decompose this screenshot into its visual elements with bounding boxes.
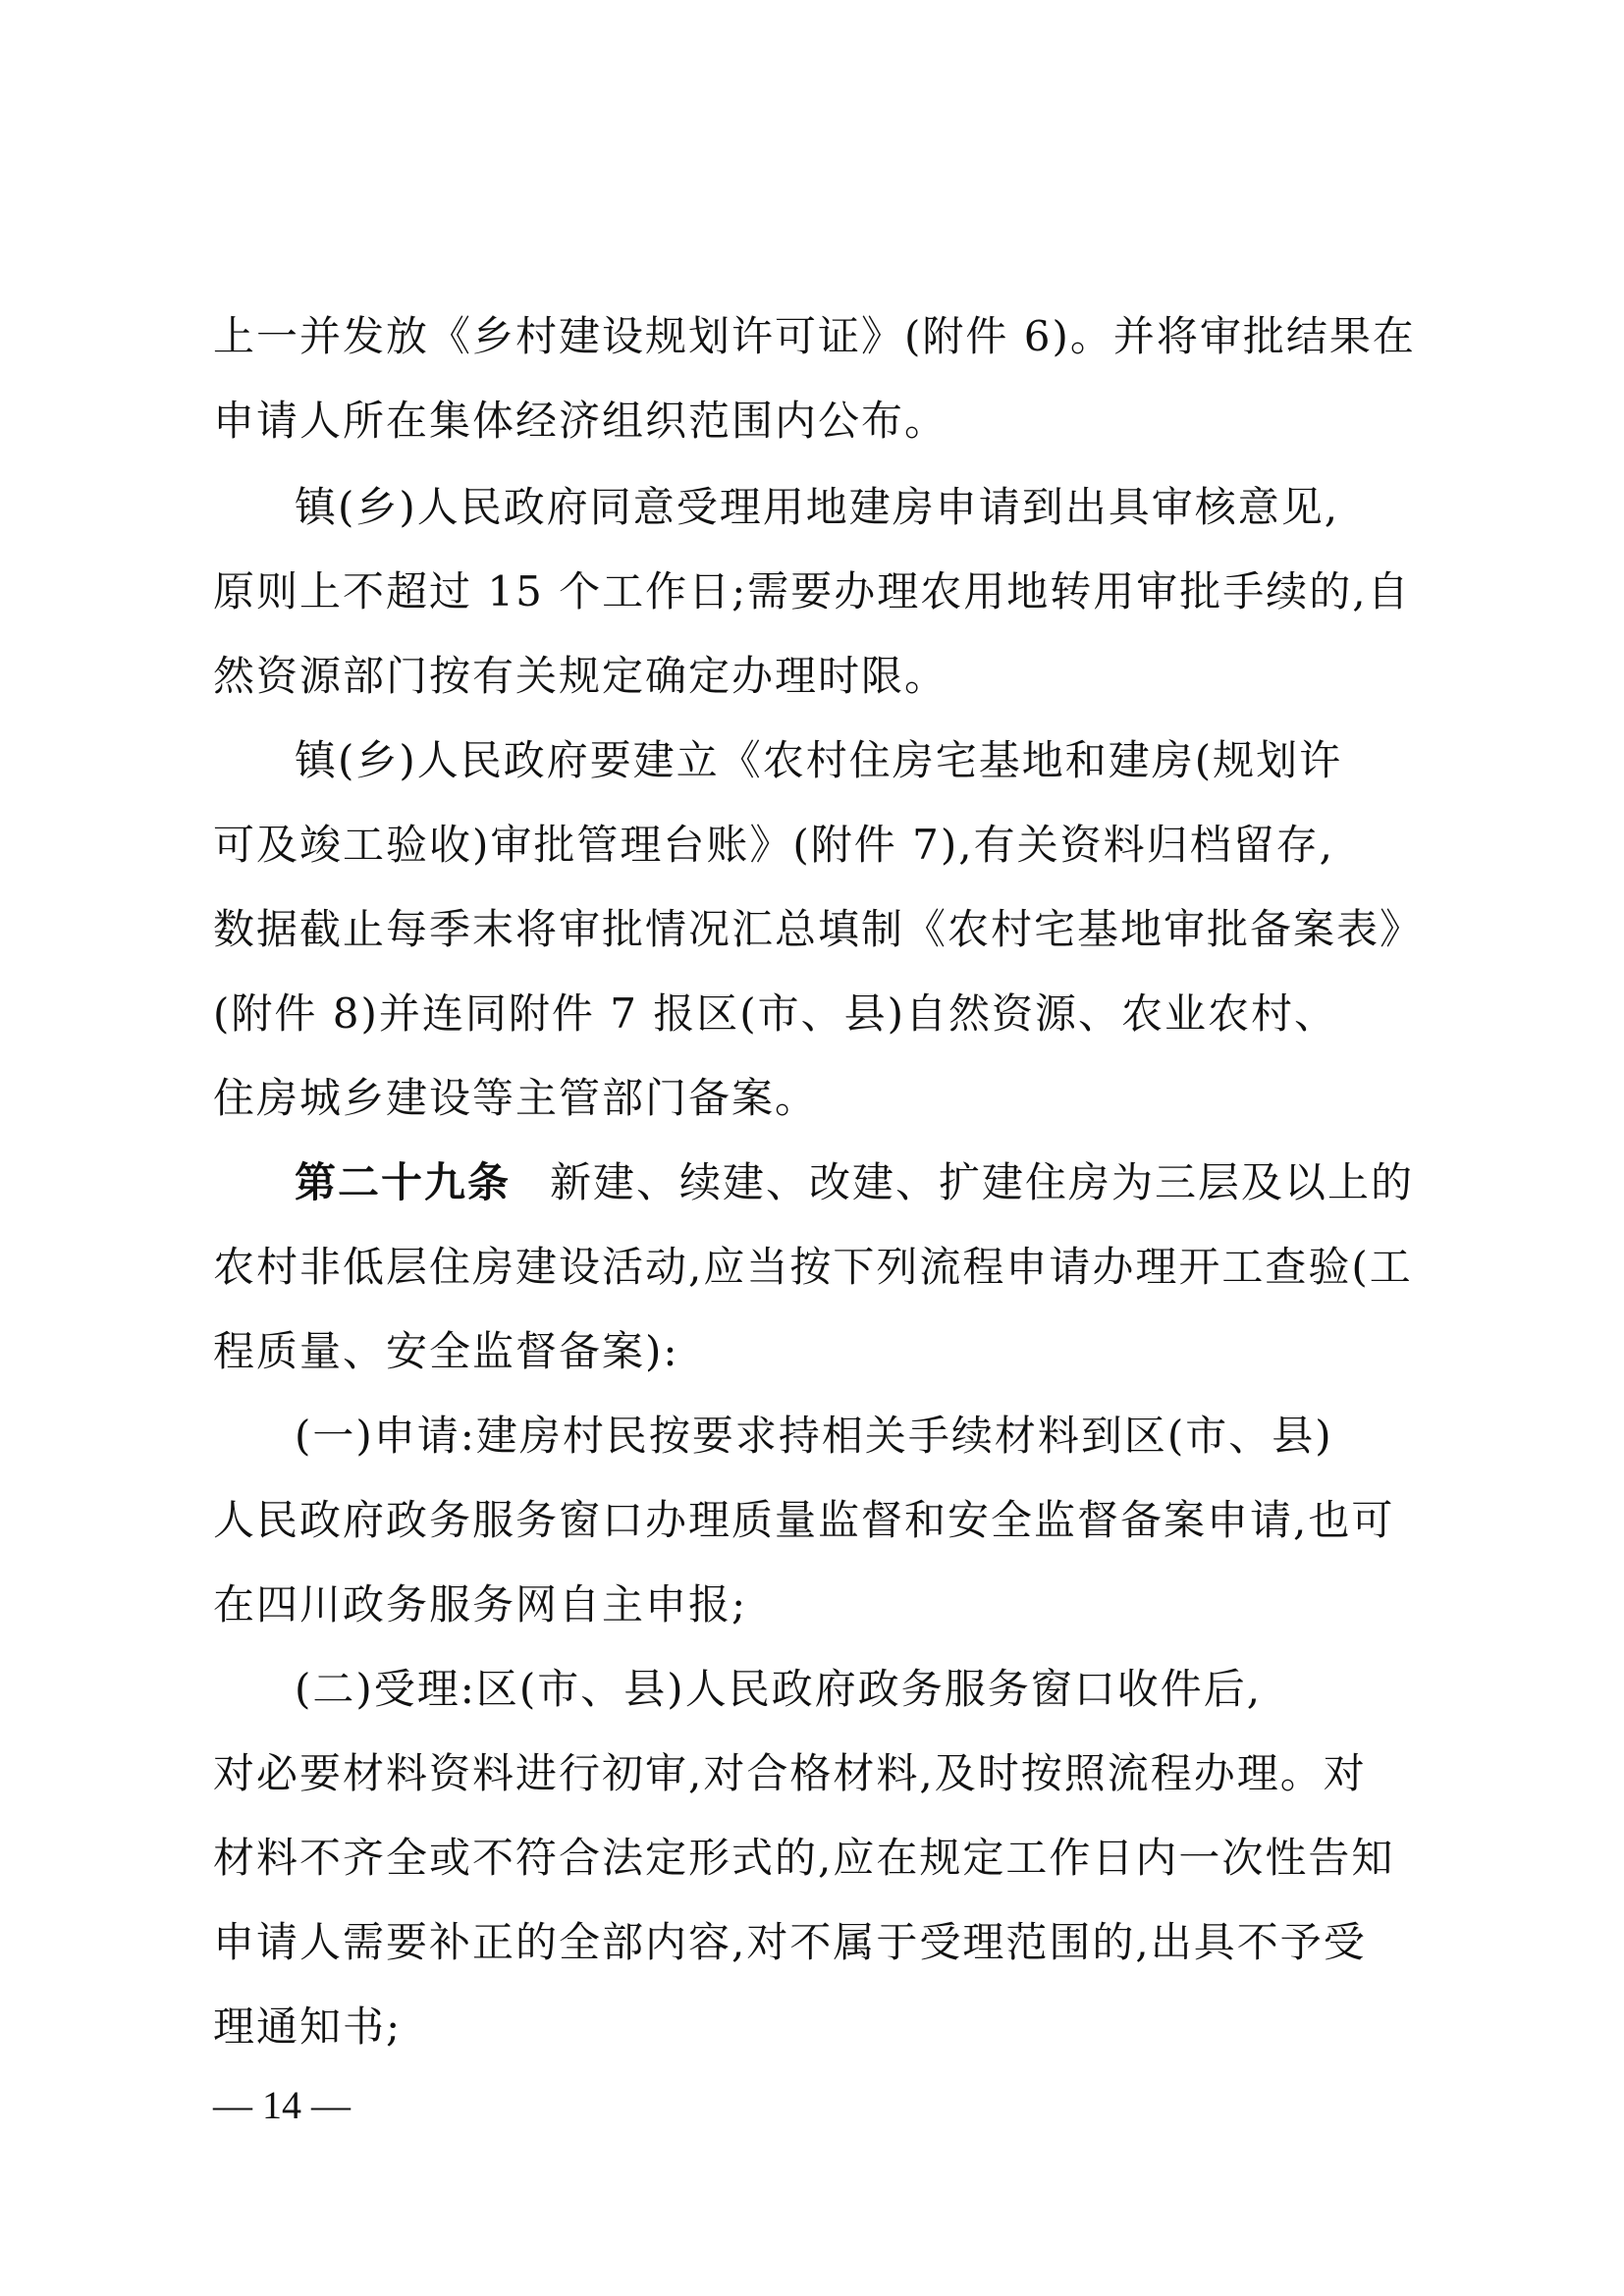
article-first-line [295, 1158, 1414, 1207]
text-line: 理通知书; [213, 2002, 403, 2051]
text-line: 人民政府政务服务窗口办理质量监督和安全监督备案申请,也可 [213, 1496, 1395, 1544]
text-line: 对必要材料资料进行初审,对合格材料,及时按照流程办理。对 [213, 1749, 1367, 1797]
text-line: 然资源部门按有关规定确定办理时限。 [213, 652, 948, 700]
text-line: 数据截止每季末将审批情况汇总填制《农村宅基地审批备案表》 [213, 905, 1424, 953]
paragraph-first-line: 镇(乡)人民政府要建立《农村住房宅基地和建房(规划许 [295, 736, 1343, 784]
text-line: 原则上不超过 15 个工作日;需要办理农用地转用审批手续的,自 [213, 567, 1411, 615]
text-line: 上一并发放《乡村建设规划许可证》(附件 6)。并将审批结果在 [213, 312, 1416, 360]
text-line: 在四川政务服务网自主申报; [213, 1580, 748, 1629]
text-line: 申请人需要补正的全部内容,对不属于受理范围的,出具不予受 [213, 1918, 1367, 1966]
list-item-first-line: (一)申请:建房村民按要求持相关手续材料到区(市、县) [295, 1412, 1333, 1460]
text-line: 农村非低层住房建设活动,应当按下列流程申请办理开工查验(工 [213, 1243, 1413, 1291]
text-line: 可及竣工验收)审批管理台账》(附件 7),有关资料归档留存, [213, 821, 1334, 869]
article-text: 新建、续建、改建、扩建住房为三层及以上的 [550, 1158, 1415, 1206]
page-number: — 14 — [213, 2083, 351, 2127]
list-item-first-line: (二)受理:区(市、县)人民政府政务服务窗口收件后, [295, 1665, 1263, 1713]
text-line: 程质量、安全监督备案): [213, 1327, 679, 1375]
paragraph-first-line: 镇(乡)人民政府同意受理用地建房申请到出具审核意见, [295, 483, 1340, 531]
text-line: 申请人所在集体经济组织范围内公布。 [213, 397, 948, 445]
article-heading: 第二十九条 [295, 1158, 512, 1206]
text-line: (附件 8)并连同附件 7 报区(市、县)自然资源、农业农村、 [213, 989, 1338, 1038]
text-line: 材料不齐全或不符合法定形式的,应在规定工作日内一次性告知 [213, 1834, 1395, 1882]
text-line: 住房城乡建设等主管部门备案。 [213, 1074, 819, 1122]
